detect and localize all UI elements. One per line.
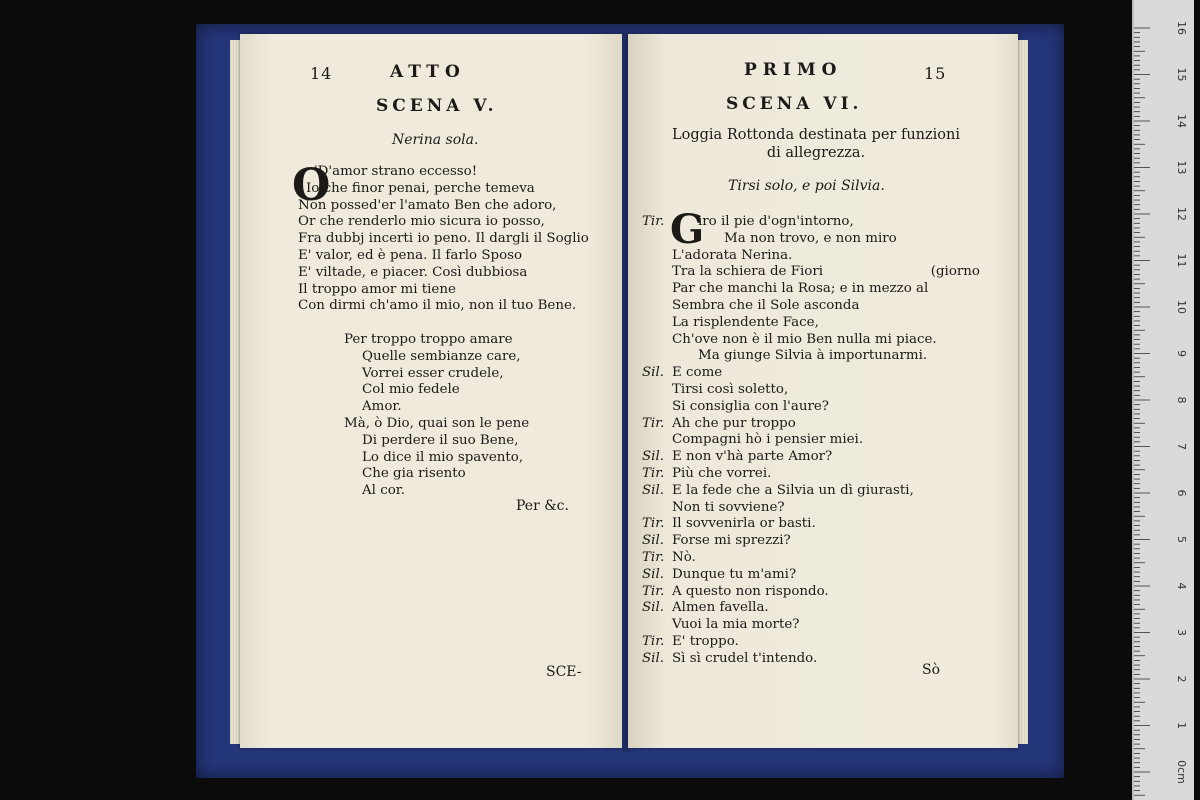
dialogue-line <box>642 382 1002 399</box>
monologue-text <box>298 164 589 315</box>
folio-number: 14 <box>310 64 333 83</box>
speaker-label: Tir. <box>642 214 665 229</box>
speech-text: Vuoi la mia morte? <box>672 617 800 633</box>
dialogue-line <box>642 533 1002 550</box>
dialogue-line <box>642 399 1002 416</box>
verse-line: Fra dubbj incerti io peno. Il dargli il Soglio <box>298 231 589 247</box>
speech-text: Ch'ove non è il mio Ben nulla mi piace. <box>672 331 937 347</box>
stage-direction: Nerina sola. <box>392 132 479 148</box>
ruler-label: 6 <box>1175 489 1188 497</box>
ruler-label: 14 <box>1175 114 1188 128</box>
scene-title: SCENA VI. <box>726 94 863 114</box>
drop-cap: G <box>670 206 705 253</box>
scene-title: SCENA V. <box>376 96 498 116</box>
dialogue-line <box>642 483 1002 500</box>
dialogue-line <box>642 516 1002 533</box>
speaker-label: Sil. <box>642 650 664 666</box>
speaker-label: Sil. <box>642 533 664 549</box>
speech-text: E come <box>672 365 723 381</box>
drop-cap: O <box>292 160 331 211</box>
dialogue-line <box>642 584 1002 601</box>
ruler-label: 8 <box>1175 396 1188 404</box>
stage-direction: Tirsi solo, e poi Silvia. <box>728 178 885 194</box>
speech-text: Tirsi così soletto, <box>672 381 789 397</box>
speaker-label: Tir. <box>642 415 665 431</box>
ruler-label: 11 <box>1175 253 1188 268</box>
scene-setting <box>656 126 976 162</box>
verse-line: Il troppo amor mi tiene <box>298 281 456 297</box>
speaker-label: Tir. <box>642 583 665 599</box>
dialogue-line <box>642 634 1002 651</box>
verse-line: Con dirmi ch'amo il mio, non il tuo Bene. <box>298 298 577 314</box>
ruler-label: 2 <box>1175 675 1188 683</box>
speaker-label: Sil. <box>642 365 664 381</box>
left-page <box>240 34 626 748</box>
speaker-label: Sil. <box>642 449 664 465</box>
ruler-label: 16 <box>1175 21 1188 35</box>
dialogue-line <box>642 365 1002 382</box>
aria-line: Vorrei esser crudele, <box>362 365 504 381</box>
aria-line: Amor. <box>362 399 402 415</box>
speech-text: Almen favella. <box>672 600 769 616</box>
dialogue-line <box>642 416 1002 433</box>
dialogue-line <box>642 264 1002 281</box>
speech-text: A questo non rispondo. <box>672 583 829 599</box>
speech-text: iro il pie d'ogn'intorno, <box>698 214 854 229</box>
dialogue-line <box>642 281 1002 298</box>
speech-text: E non v'hà parte Amor? <box>672 449 833 465</box>
speech-text: Compagni hò i pensier miei. <box>672 432 864 448</box>
speech-text: La risplendente Face, <box>672 314 819 330</box>
speech-text: Ma giunge Silvia à importunarmi. <box>698 348 928 364</box>
dialogue-line <box>642 315 1002 332</box>
ruler-label: 15 <box>1175 67 1188 82</box>
folio-number: 15 <box>924 64 947 83</box>
ruler-label: 3 <box>1175 629 1188 636</box>
speech-text: Par che manchi la Rosa; e in mezzo al <box>672 281 929 297</box>
speech-text: E' troppo. <box>672 633 739 649</box>
measuring-ruler <box>1132 0 1194 800</box>
dialogue-line <box>642 651 1002 668</box>
dialogue-line <box>642 449 1002 466</box>
aria-line: Al cor. <box>362 483 405 499</box>
aria-line: Di perdere il suo Bene, <box>362 432 519 448</box>
speaker-label: Sil. <box>642 482 664 498</box>
dialogue-line <box>642 231 1002 248</box>
aria-line: Che gia risento <box>362 466 466 482</box>
speaker-label: Tir. <box>642 549 665 565</box>
speech-text: Ah che pur troppo <box>672 415 796 431</box>
aria-line: Mà, ò Dio, quai son le pene <box>344 415 530 431</box>
running-head: PRIMO <box>744 60 843 80</box>
verse-line: Non possed'er l'amato Ben che adoro, <box>298 197 557 213</box>
verse-line: E' viltade, e piacer. Così dubbiosa <box>298 264 528 280</box>
ruler-label: 1 <box>1175 722 1188 729</box>
ruler-scale <box>1134 0 1194 800</box>
dialogue-line <box>642 617 1002 634</box>
aria-line: Col mio fedele <box>362 382 460 398</box>
dialogue-line <box>642 567 1002 584</box>
dialogue-line <box>642 332 1002 349</box>
speech-text: Tra la schiera de Fiori <box>672 264 824 280</box>
aria-line: Lo dice il mio spavento, <box>362 449 524 465</box>
speech-text: Nò. <box>672 549 696 565</box>
verse-line: 'D'amor strano eccesso! <box>314 164 478 179</box>
speaker-label: Tir. <box>642 633 665 649</box>
dialogue-line <box>642 248 1002 265</box>
dialogue-line <box>642 348 1002 365</box>
verse-line: Or che renderlo mio sicura io posso, <box>298 214 545 230</box>
speech-text: Sì sì crudel t'intendo. <box>672 650 818 666</box>
aria-line: Quelle sembianze care, <box>362 348 521 364</box>
dialogue-line <box>642 432 1002 449</box>
da-capo-mark: Per &c. <box>516 498 569 514</box>
speech-text: Più che vorrei. <box>672 465 772 481</box>
speaker-label: Sil. <box>642 566 664 582</box>
speech-text: Non ti sovviene? <box>672 499 785 515</box>
right-page <box>628 34 1018 748</box>
speech-text: L'adorata Nerina. <box>672 247 793 263</box>
aria-line: Per troppo troppo amare <box>344 332 513 347</box>
speech-text: Si consiglia con l'aure? <box>672 398 829 414</box>
setting-line: di allegrezza. <box>766 145 866 161</box>
dialogue-line <box>642 298 1002 315</box>
speech-text: Dunque tu m'ami? <box>672 566 797 582</box>
ruler-label: 12 <box>1175 207 1188 221</box>
running-head: ATTO <box>390 62 466 82</box>
catchword: Sò <box>922 662 941 678</box>
verse-line: Io che finor penai, perche temeva <box>306 180 535 196</box>
speech-text: Ma non trovo, e non miro <box>724 230 897 246</box>
dialogue-line <box>642 466 1002 483</box>
page-edges-right <box>1018 40 1028 744</box>
ruler-label: 4 <box>1175 582 1188 590</box>
dialogue-line <box>642 214 1002 231</box>
speech-text: Forse mi sprezzi? <box>672 533 791 549</box>
ruler-label: 7 <box>1175 443 1188 450</box>
dialogue-line <box>642 600 1002 617</box>
verse-line: E' valor, ed è pena. Il farlo Sposo <box>298 247 523 263</box>
ruler-label: 0cm <box>1175 760 1188 784</box>
dialogue-line <box>642 500 1002 517</box>
speaker-label: Sil. <box>642 600 664 616</box>
ruler-label: 13 <box>1175 160 1188 175</box>
dialogue-line <box>642 550 1002 567</box>
speech-text: Sembra che il Sole asconda <box>672 297 860 313</box>
catchword: SCE- <box>546 664 582 680</box>
speech-text: Il sovvenirla or basti. <box>672 516 816 532</box>
aria-text <box>344 332 529 500</box>
ruler-label: 5 <box>1175 536 1188 543</box>
turnover-word: (giorno <box>930 264 980 280</box>
dialogue-text <box>642 206 1002 668</box>
setting-line: Loggia Rottonda destinata per funzioni <box>672 127 960 143</box>
ruler-label: 9 <box>1175 350 1188 357</box>
speech-text: E la fede che a Silvia un dì giurasti, <box>672 482 914 498</box>
speaker-label: Tir. <box>642 516 665 532</box>
speaker-label: Tir. <box>642 465 665 481</box>
ruler-label: 10 <box>1175 300 1188 314</box>
page-edges-left <box>230 40 240 744</box>
